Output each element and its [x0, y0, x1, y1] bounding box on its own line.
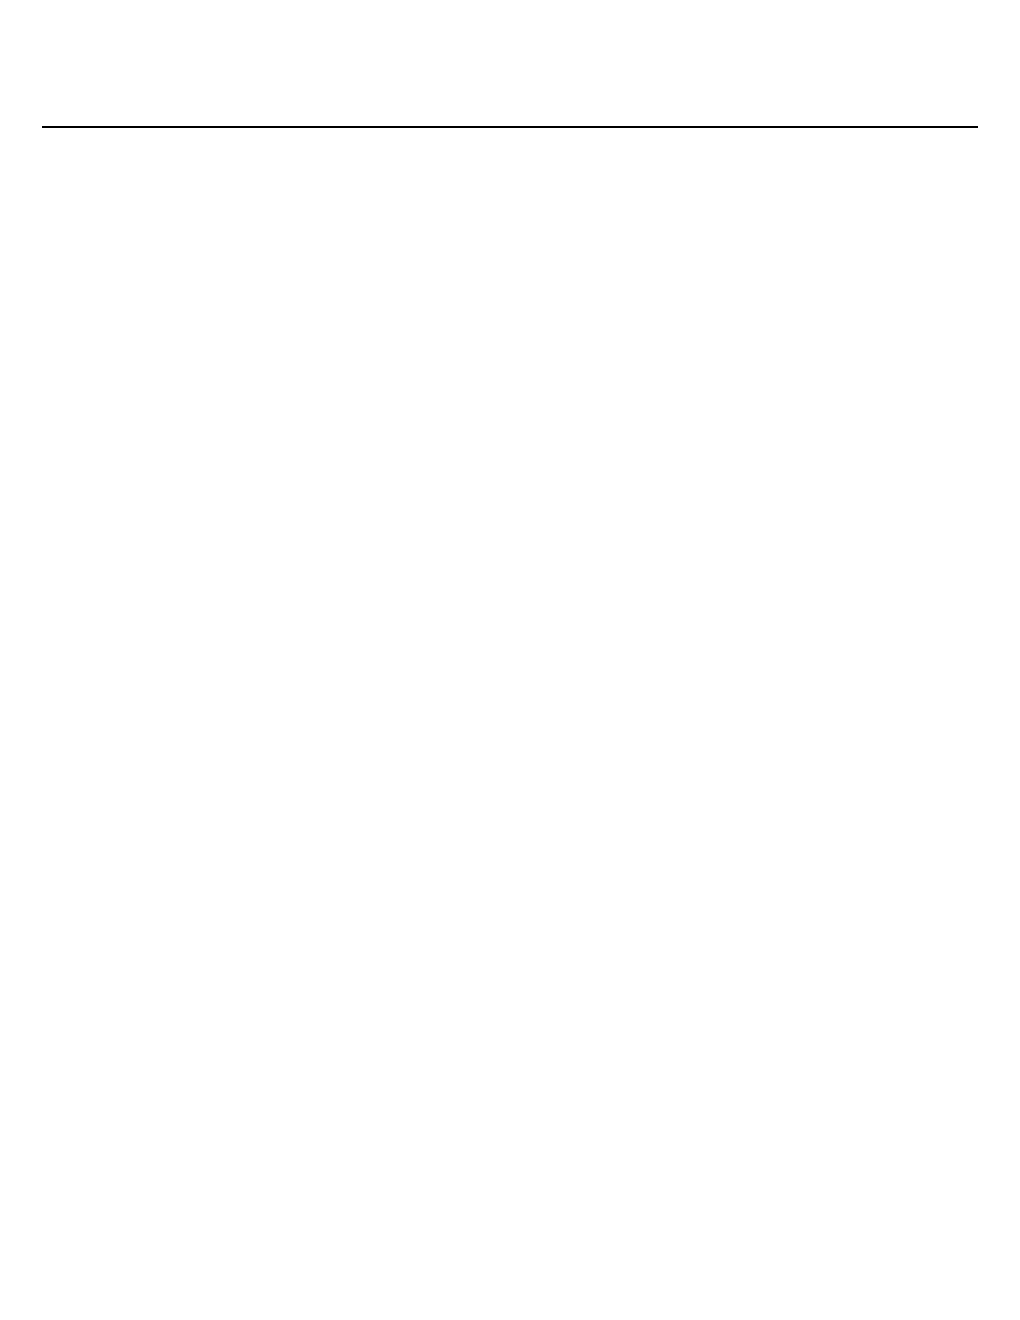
chapter-heading-link[interactable]	[42, 327, 150, 347]
header-divider	[42, 126, 978, 128]
